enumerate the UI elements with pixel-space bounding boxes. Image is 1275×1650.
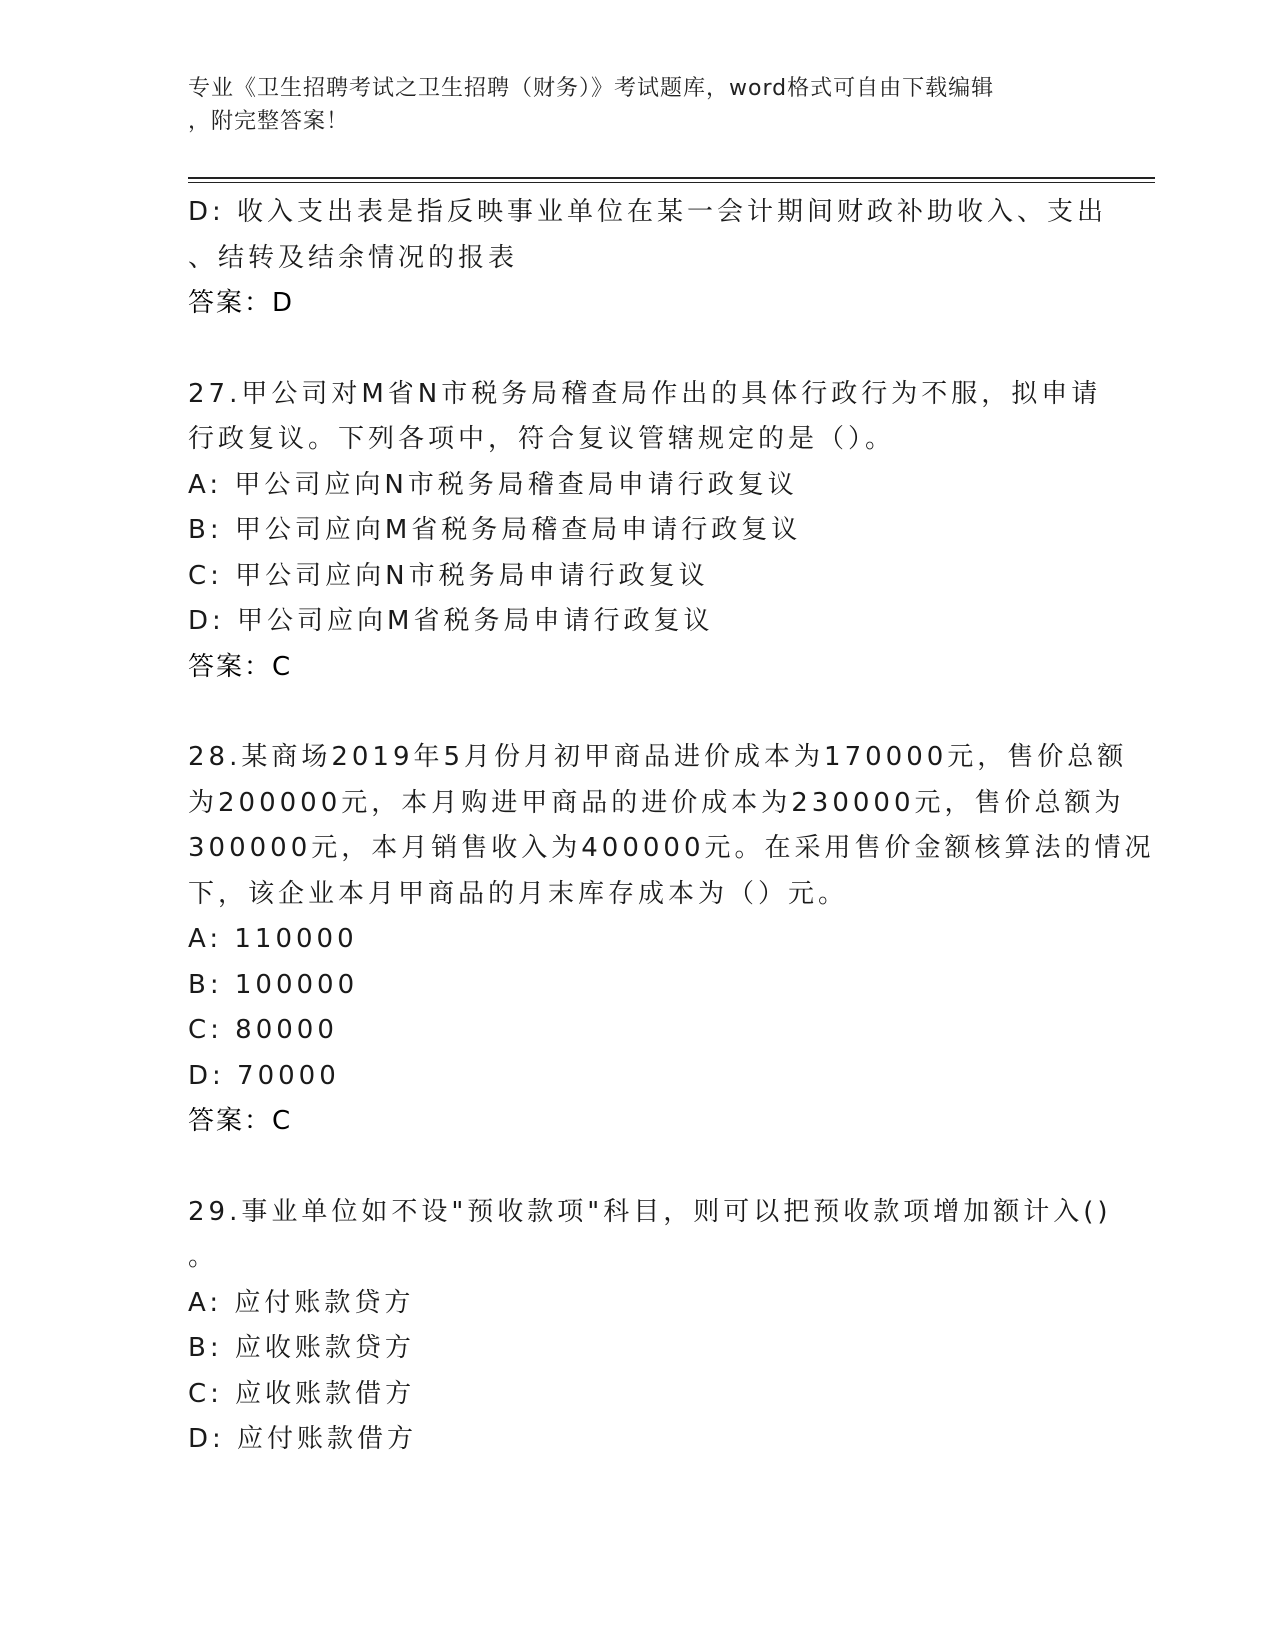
option-d-line2: 、结转及结余情况的报表: [188, 242, 519, 273]
question-stem-line: 28.某商场2019年5月份月初甲商品进价成本为170000元，售价总额: [188, 742, 1128, 772]
option-a: A: 甲公司应向N市税务局稽查局申请行政复议: [188, 469, 798, 500]
document-body: [188, 190, 1155, 1463]
document-header: [188, 72, 1068, 138]
header-divider-thick: [188, 177, 1155, 179]
question-block-27: [188, 372, 1102, 691]
answer-line: 答案：C: [188, 1106, 293, 1136]
spacer: [188, 1145, 1088, 1190]
option-d: D: 应付账款借方: [188, 1424, 418, 1454]
header-divider-thin: [188, 182, 1155, 183]
option-d-line1: D: 收入支出表是指反映事业单位在某一会计期间财政补助收入、支出: [188, 197, 1108, 227]
answer-line: 答案：D: [188, 288, 295, 318]
question-block-29: [188, 1190, 1112, 1463]
question-stem-line: 下，该企业本月甲商品的月末库存成本为（）元。: [188, 878, 849, 909]
option-a: A: 应付账款贷方: [188, 1287, 415, 1318]
header-title-line2: ，附完整答案！: [188, 109, 350, 134]
question-stem-line: 。: [188, 1242, 219, 1272]
prev-question-block: [188, 190, 1108, 327]
option-c: C: 甲公司应向N市税务局申请行政复议: [188, 560, 709, 591]
option-a: A: 110000: [188, 924, 358, 954]
option-b: B: 100000: [188, 969, 359, 1000]
option-d: D: 70000: [188, 1060, 340, 1091]
question-stem-line: 29.事业单位如不设"预收款项"科目，则可以把预收款项增加额计入(): [188, 1196, 1112, 1227]
option-d: D: 甲公司应向M省税务局申请行政复议: [188, 606, 714, 636]
spacer: [188, 327, 1088, 372]
option-b: B: 甲公司应向M省税务局稽查局申请行政复议: [188, 515, 802, 545]
question-block-28: [188, 735, 1155, 1145]
option-c: C: 应收账款借方: [188, 1378, 416, 1409]
option-c: C: 80000: [188, 1015, 338, 1045]
question-stem-line: 27.甲公司对M省N市税务局稽查局作出的具体行政行为不服，拟申请: [188, 378, 1102, 409]
question-stem-line: 为200000元，本月购进甲商品的进价成本为230000元，售价总额为: [188, 787, 1125, 818]
answer-line: 答案：C: [188, 651, 293, 682]
option-b: B: 应收账款贷方: [188, 1333, 415, 1363]
header-title-line1: 专业《卫生招聘考试之卫生招聘（财务）》考试题库，word格式可自由下载编辑: [188, 76, 995, 101]
question-stem-line: 行政复议。下列各项中，符合复议管辖规定的是（）。: [188, 424, 896, 454]
question-stem-line: 300000元，本月销售收入为400000元。在采用售价金额核算法的情况: [188, 833, 1155, 863]
spacer: [188, 690, 1088, 735]
